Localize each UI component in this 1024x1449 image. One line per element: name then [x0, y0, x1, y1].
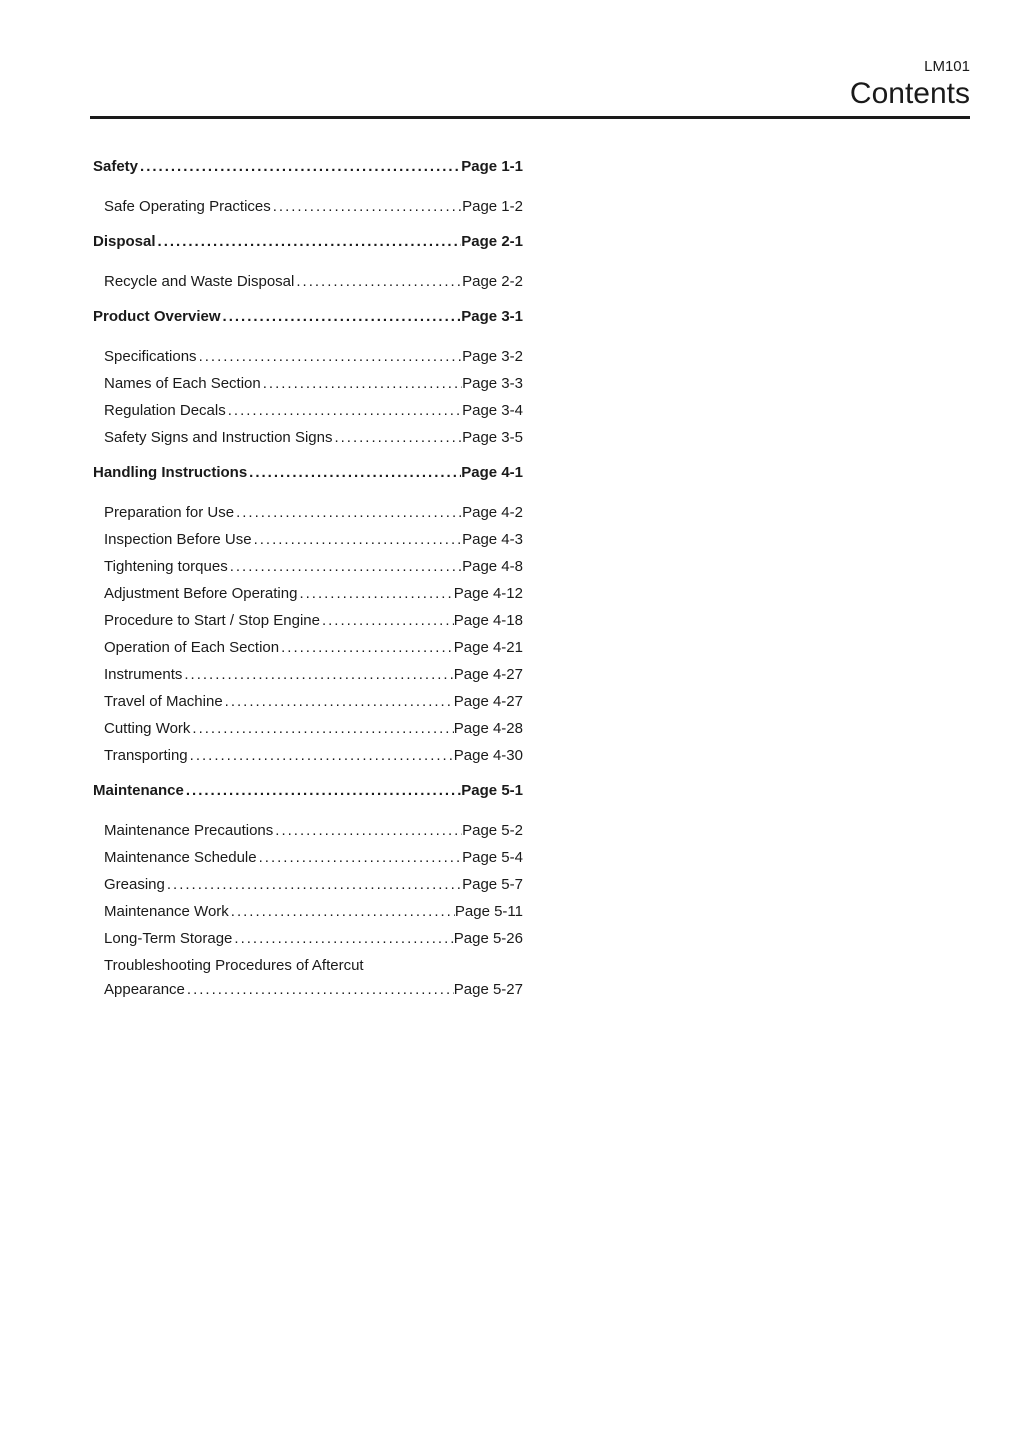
- toc-leader-dots: [229, 898, 455, 925]
- toc-entry: [93, 343, 523, 370]
- toc-entry-page: Page 5-7: [462, 876, 523, 893]
- toc-leader-dots: [223, 688, 454, 715]
- toc-leader-dots: [247, 459, 461, 486]
- toc-entry: [93, 777, 523, 804]
- toc-entry: [93, 817, 523, 844]
- toc-entry-label: Names of Each Section: [104, 375, 261, 392]
- toc-entry: [93, 459, 523, 486]
- toc-entry-label: Operation of Each Section: [104, 639, 280, 656]
- toc-entry-label: Safety: [93, 158, 139, 175]
- toc-entry-page: Page 4-18: [453, 612, 523, 629]
- toc-entry: [93, 844, 523, 871]
- toc-entry: [93, 715, 523, 742]
- toc-leader-dots: [257, 844, 463, 871]
- toc-entry-label: Transporting: [104, 747, 188, 764]
- toc-leader-dots: [221, 303, 462, 330]
- toc-entry-label: Greasing: [104, 876, 165, 893]
- toc-entry: [93, 871, 523, 898]
- toc-leader-dots: [190, 715, 453, 742]
- toc-leader-dots: [226, 397, 462, 424]
- toc-entry-page: Page 5-1: [461, 782, 523, 799]
- toc-entry-page: Page 4-2: [462, 504, 523, 521]
- toc-entry-page: Page 4-8: [462, 558, 523, 575]
- model-number: LM101: [924, 58, 970, 75]
- toc-entry-page: Page 1-2: [462, 198, 523, 215]
- toc-entry-label: Safety Signs and Instruction Signs: [104, 429, 333, 446]
- toc-entry-page: Page 5-2: [462, 822, 523, 839]
- toc-entry-label: Safe Operating Practices: [104, 198, 271, 215]
- toc-entry-label: Maintenance Work: [104, 903, 229, 920]
- toc-entry: [93, 742, 523, 769]
- toc-entry-label: Product Overview: [93, 308, 221, 325]
- toc-list: [93, 153, 523, 1000]
- toc-entry-label: Procedure to Start / Stop Engine: [104, 612, 320, 629]
- toc-entry: [93, 979, 523, 1000]
- toc-entry: [93, 925, 523, 952]
- toc-entry: [93, 526, 523, 553]
- toc-entry: [93, 499, 523, 526]
- toc-entry-label: Instruments: [104, 666, 183, 683]
- toc-entry-page: Page 5-27: [453, 981, 523, 998]
- toc-entry-page: Page 1-1: [461, 158, 523, 175]
- toc-entry: [93, 661, 523, 688]
- toc-entry: [93, 424, 523, 451]
- toc-entry-label: Maintenance: [93, 782, 184, 799]
- toc-entry-page: Page 3-4: [462, 402, 523, 419]
- toc-leader-dots: [271, 193, 462, 220]
- toc-leader-dots: [182, 661, 453, 688]
- toc-leader-dots: [197, 343, 463, 370]
- toc-leader-dots: [294, 268, 462, 295]
- toc-entry-page: Page 2-1: [461, 233, 523, 250]
- toc-entry: [93, 553, 523, 580]
- toc-entry-label: Preparation for Use: [104, 504, 235, 521]
- page-title: Contents: [849, 77, 970, 110]
- toc-entry-label: Maintenance Schedule: [104, 849, 257, 866]
- toc-leader-dots: [184, 777, 461, 804]
- toc-entry-label: Maintenance Precautions: [104, 822, 274, 839]
- toc-entry-page: Page 5-11: [454, 903, 523, 920]
- toc-leader-dots: [273, 817, 462, 844]
- toc-leader-dots: [156, 228, 462, 255]
- toc-leader-dots: [279, 634, 454, 661]
- toc-entry: [93, 268, 523, 295]
- toc-entry: [93, 580, 523, 607]
- toc-leader-dots: [232, 925, 453, 952]
- toc-entry: [93, 370, 523, 397]
- toc-entry-label: Inspection Before Use: [104, 531, 252, 548]
- toc-entry-page: Page 2-2: [462, 273, 523, 290]
- toc-entry-page: Page 3-2: [462, 348, 523, 365]
- toc-entry-label: Specifications: [104, 348, 197, 365]
- toc-leader-dots: [297, 580, 453, 607]
- toc-entry-label: Adjustment Before Operating: [104, 585, 298, 602]
- toc-leader-dots: [320, 607, 454, 634]
- toc-leader-dots: [234, 499, 462, 526]
- toc-entry-page: Page 3-5: [462, 429, 523, 446]
- toc-leader-dots: [252, 526, 463, 553]
- toc-leader-dots: [261, 370, 462, 397]
- toc-entry: [93, 228, 523, 255]
- toc-entry-page: Page 4-1: [461, 464, 523, 481]
- toc-entry-page: Page 3-3: [462, 375, 523, 392]
- toc-entry-label: Long-Term Storage: [104, 930, 233, 947]
- toc-entry: [93, 898, 523, 925]
- toc-leader-dots: [185, 979, 454, 1000]
- toc-leader-dots: [188, 742, 454, 769]
- toc-entry-label: Travel of Machine: [104, 693, 223, 710]
- toc-entry-page: Page 4-28: [453, 720, 523, 737]
- toc-entry: [93, 193, 523, 220]
- toc-entry-page: Page 4-27: [453, 666, 523, 683]
- page-header: [90, 58, 970, 119]
- toc-entry-page: Page 4-3: [462, 531, 523, 548]
- toc-entry-label: Handling Instructions: [93, 464, 248, 481]
- toc-entry-page: Page 3-1: [461, 308, 523, 325]
- toc-leader-dots: [165, 871, 462, 898]
- toc-entry: [93, 688, 523, 715]
- toc-entry-label: Regulation Decals: [104, 402, 226, 419]
- toc-leader-dots: [138, 153, 461, 180]
- toc-entry: [93, 634, 523, 661]
- toc-entry-label: Recycle and Waste Disposal: [104, 273, 295, 290]
- toc-entry-page: Page 4-27: [453, 693, 523, 710]
- toc-entry: [93, 153, 523, 180]
- toc-entry: [93, 607, 523, 634]
- toc-entry-page: Page 4-30: [453, 747, 523, 764]
- toc-leader-dots: [228, 553, 462, 580]
- toc-entry: [93, 303, 523, 330]
- toc-entry-label: Troubleshooting Procedures of Aftercut: [104, 957, 364, 974]
- toc-entry-page: Page 5-26: [453, 930, 523, 947]
- toc-entry-label: Cutting Work: [104, 720, 191, 737]
- toc-entry-label: Appearance: [104, 981, 185, 998]
- toc-entry-label: Disposal: [93, 233, 156, 250]
- toc-entry-label: Tightening torques: [104, 558, 228, 575]
- toc-entry-page: Page 4-21: [453, 639, 523, 656]
- toc-leader-dots: [332, 424, 462, 451]
- toc-entry-page: Page 4-12: [453, 585, 523, 602]
- toc-entry-page: Page 5-4: [462, 849, 523, 866]
- toc-entry: [93, 397, 523, 424]
